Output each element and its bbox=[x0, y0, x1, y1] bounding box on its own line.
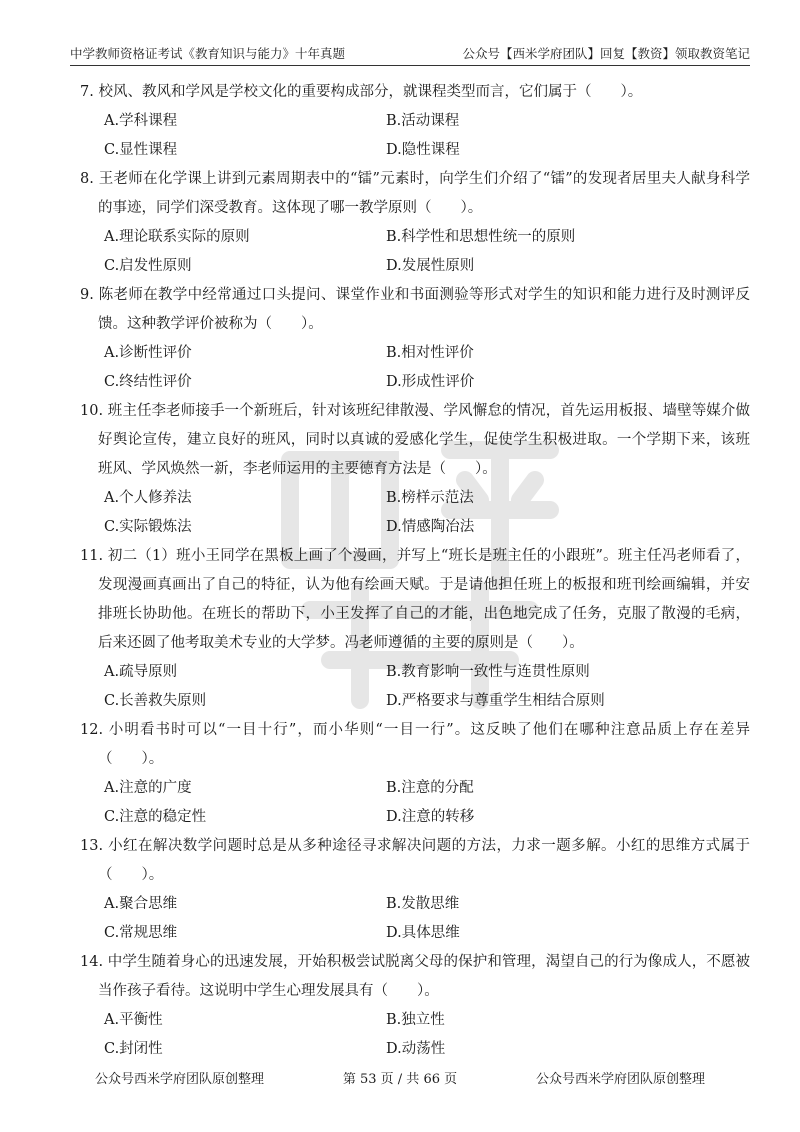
option-b: B.独立性 bbox=[386, 1012, 445, 1028]
option-b: B.榜样示范法 bbox=[386, 490, 474, 506]
question-list bbox=[80, 78, 750, 1064]
question-stem: 10. 班主任李老师接手一个新班后，针对该班纪律散漫、学风懈怠的情况，首先运用板报、墙壁等媒介做好舆论宣传，建立良好的班风，同时以真诚的爱感化学生，促使学生积极进取。一个学期下来，该班班风、学风焕然一新，李老师运用的主要德育方法是（ ）。 bbox=[80, 403, 750, 477]
page-header bbox=[70, 42, 750, 66]
option-b: B.发散思维 bbox=[386, 896, 460, 912]
option-b: B.教育影响一致性与连贯性原则 bbox=[386, 664, 590, 680]
option-d: D.情感陶冶法 bbox=[386, 519, 475, 535]
question-stem: 9. 陈老师在教学中经常通过口头提问、课堂作业和书面测验等形式对学生的知识和能力进行及时测评反馈。这种教学评价被称为（ ）。 bbox=[80, 287, 750, 332]
option-b: B.科学性和思想性统一的原则 bbox=[386, 229, 576, 245]
question-14 bbox=[80, 948, 750, 1064]
page-footer bbox=[95, 1068, 705, 1087]
option-a: A.聚合思维 bbox=[104, 896, 178, 912]
question-stem: 7. 校风、教风和学风是学校文化的重要构成部分，就课程类型而言，它们属于（ ）。 bbox=[80, 84, 643, 100]
option-b: B.相对性评价 bbox=[386, 345, 474, 361]
option-d: D.具体思维 bbox=[386, 925, 460, 941]
question-13 bbox=[80, 832, 750, 948]
option-d: D.形成性评价 bbox=[386, 374, 475, 390]
question-7 bbox=[80, 78, 750, 165]
option-c: C.常规思维 bbox=[104, 925, 178, 941]
option-c: C.封闭性 bbox=[104, 1041, 163, 1057]
option-a: A.平衡性 bbox=[104, 1012, 163, 1028]
footer-left-text: 公众号西米学府团队原创整理 bbox=[95, 1072, 265, 1087]
option-a: A.学科课程 bbox=[104, 113, 178, 129]
header-right-text: 公众号【西米学府团队】回复【教资】领取教资笔记 bbox=[462, 46, 750, 61]
question-10 bbox=[80, 397, 750, 542]
option-d: D.动荡性 bbox=[386, 1041, 446, 1057]
question-stem: 14. 中学生随着身心的迅速发展，开始积极尝试脱离父母的保护和管理，渴望自己的行为像成人，不愿被当作孩子看待。这说明中学生心理发展具有（ ）。 bbox=[80, 954, 750, 999]
question-stem: 8. 王老师在化学课上讲到元素周期表中的“镭”元素时，向学生们介绍了“镭”的发现者居里夫人献身科学的事迹，同学们深受教育。这体现了哪一教学原则（ ）。 bbox=[80, 171, 750, 216]
option-a: A.个人修养法 bbox=[104, 490, 192, 506]
option-a: A.注意的广度 bbox=[104, 780, 192, 796]
option-c: C.终结性评价 bbox=[104, 374, 192, 390]
question-stem: 13. 小红在解决数学问题时总是从多种途径寻求解决问题的方法，力求一题多解。小红的思维方式属于（ ）。 bbox=[80, 838, 750, 883]
option-c: C.实际锻炼法 bbox=[104, 519, 192, 535]
question-stem: 11. 初二（1）班小王同学在黑板上画了个漫画，并写上“班长是班主任的小跟班”。班主任冯老师看了，发现漫画真画出了自己的特征，认为他有绘画天赋。于是请他担任班上的板报和班刊绘画编辑，并安排班长协助他。在班长的帮助下，小王发挥了自己的才能，出色地完成了任务，克服了散漫的毛病，后来还圆了他考取美术专业的大学梦。冯老师遵循的主要的原则是（ ）。 bbox=[80, 548, 750, 651]
option-a: A.理论联系实际的原则 bbox=[104, 229, 250, 245]
option-a: A.诊断性评价 bbox=[104, 345, 192, 361]
option-c: C.启发性原则 bbox=[104, 258, 192, 274]
option-b: B.注意的分配 bbox=[386, 780, 474, 796]
option-d: D.发展性原则 bbox=[386, 258, 475, 274]
option-a: A.疏导原则 bbox=[104, 664, 178, 680]
header-left-text: 中学教师资格证考试《教育知识与能力》十年真题 bbox=[70, 46, 346, 61]
option-c: C.显性课程 bbox=[104, 142, 178, 158]
footer-right-text: 公众号西米学府团队原创整理 bbox=[535, 1072, 705, 1087]
question-9 bbox=[80, 281, 750, 397]
question-8 bbox=[80, 165, 750, 281]
option-d: D.隐性课程 bbox=[386, 142, 460, 158]
question-stem: 12. 小明看书时可以“一目十行”，而小华则“一目一行”。这反映了他们在哪种注意品质上存在差异（ ）。 bbox=[80, 722, 750, 767]
question-12 bbox=[80, 716, 750, 832]
option-c: C.注意的稳定性 bbox=[104, 809, 207, 825]
question-11 bbox=[80, 542, 750, 716]
option-d: D.严格要求与尊重学生相结合原则 bbox=[386, 693, 605, 709]
option-d: D.注意的转移 bbox=[386, 809, 475, 825]
option-b: B.活动课程 bbox=[386, 113, 460, 129]
option-c: C.长善救失原则 bbox=[104, 693, 207, 709]
page-number: 第 53 页 / 共 66 页 bbox=[342, 1072, 458, 1087]
